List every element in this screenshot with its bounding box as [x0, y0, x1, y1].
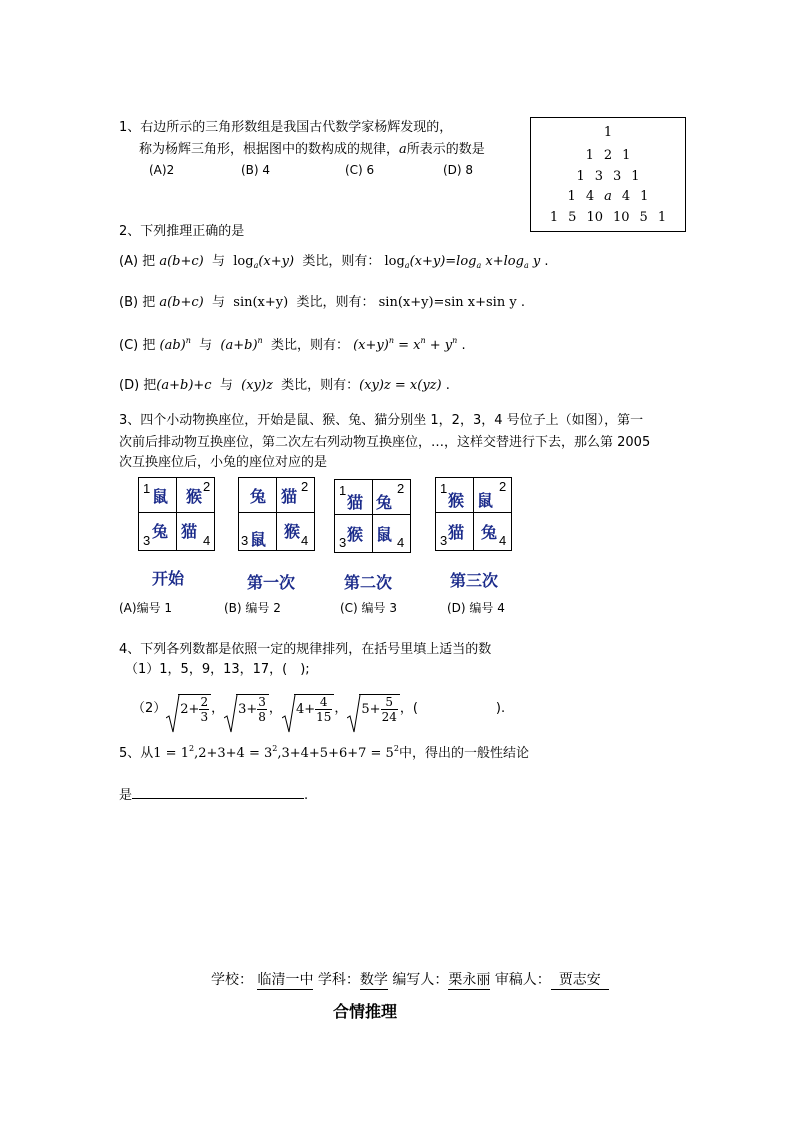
seat-number: 2	[301, 479, 309, 494]
connector: 与	[211, 254, 225, 269]
option-label: (B) 把	[119, 295, 156, 310]
denominator: 8	[258, 710, 266, 724]
triangle-number: 1	[622, 148, 631, 163]
triangle-number: 5	[639, 210, 648, 225]
equation-part: ,3+4+5+6+7 = 5	[277, 746, 394, 761]
answer-blank: ，( ).	[399, 701, 506, 716]
q2-title: 2、下列推理正确的是	[119, 224, 245, 239]
result: sin(x+y)=sin x+sin y	[378, 295, 517, 310]
tail: 类比，则有：	[270, 338, 349, 353]
expr-part: (x+y)	[258, 254, 295, 269]
animal-label: 猴	[347, 525, 364, 544]
grid-divider	[176, 478, 177, 550]
triangle-number: 5	[568, 210, 577, 225]
seat-number: 4	[203, 533, 211, 548]
numerator: 4	[315, 695, 332, 710]
answer-blank-line	[132, 784, 304, 799]
animal-label: 猫	[181, 522, 198, 541]
grid-divider	[436, 512, 511, 513]
expr	[220, 338, 262, 353]
expr-sub: a	[404, 261, 410, 270]
grid-caption: 第一次	[247, 573, 296, 592]
grid-divider	[139, 512, 214, 513]
grid-divider	[372, 480, 373, 552]
q5-line1	[119, 744, 529, 764]
tail: 类比，则有：	[281, 378, 360, 393]
q1-line2-text: 称为杨辉三角形，根据图中的数构成的规律，	[139, 142, 400, 157]
connector: 与	[219, 378, 233, 393]
fraction	[381, 695, 398, 724]
expr	[160, 338, 191, 353]
equation-sup: 2	[188, 744, 195, 753]
expr-sub: a	[523, 261, 529, 270]
expr-part: + y	[425, 338, 453, 353]
grid-divider	[335, 514, 410, 515]
triangle-number: 1	[603, 125, 613, 140]
separator: ，	[268, 701, 282, 716]
school-label: 学校：	[211, 972, 253, 988]
triangle-number: 1	[640, 189, 649, 204]
equation-part: ,2+3+4 = 3	[194, 746, 273, 761]
q1-line2	[139, 140, 485, 160]
numerator: 3	[258, 695, 266, 709]
period: .	[304, 788, 309, 803]
q3-option-b: (B) 编号 2	[224, 601, 281, 615]
period: .	[461, 338, 466, 353]
whole-part: 3+	[238, 702, 258, 717]
q3-line2: 次前后排动物互换座位，第二次左右列动物互换座位，…，这样交替进行下去，那么第 2005	[119, 435, 651, 450]
separator: ，	[334, 701, 348, 716]
result	[353, 338, 457, 353]
yanghui-triangle	[530, 117, 686, 232]
triangle-number: 1	[567, 189, 576, 204]
option-label: (D) 把	[119, 378, 157, 393]
radicand	[178, 694, 211, 724]
connector: 与	[199, 338, 213, 353]
q4-title: 4、下列各列数都是依照一定的规律排列，在括号里填上适当的数	[119, 642, 492, 657]
q2-option-d	[119, 376, 450, 396]
radicand	[294, 694, 334, 724]
triangle-number: 3	[594, 169, 603, 184]
seat-grid-third	[435, 477, 512, 551]
q3-option-d: (D) 编号 4	[447, 601, 505, 615]
seat-number: 2	[203, 479, 211, 494]
expr-part: (x+y)	[353, 338, 389, 353]
q5-line2-text: 是	[119, 788, 133, 803]
expr-sup: n	[452, 336, 458, 345]
tail: 类比，则有：	[302, 254, 381, 269]
seat-number: 2	[499, 479, 507, 494]
expr-part: (x+y)=log	[409, 254, 477, 269]
grid-caption: 第三次	[450, 571, 499, 590]
q5-suffix: 中，得出的一般性结论	[398, 746, 529, 761]
triangle-row	[531, 148, 685, 163]
triangle-unknown: a	[604, 189, 612, 204]
whole-part: 5+	[361, 702, 381, 717]
sub-label: （2）	[132, 701, 167, 716]
expr-sub: a	[476, 261, 482, 270]
option-label: (A) 把	[119, 254, 156, 269]
seat-grid-first	[238, 477, 315, 551]
animal-label: 兔	[481, 523, 498, 542]
fraction	[315, 695, 332, 724]
triangle-number: 2	[603, 148, 613, 163]
q5-equations	[153, 746, 399, 761]
expr-part: log	[384, 254, 405, 269]
seat-number: 2	[397, 481, 405, 496]
fraction	[257, 695, 267, 724]
grid-divider	[276, 478, 277, 550]
option-label: (C) 把	[119, 338, 156, 353]
q2-option-c	[119, 336, 466, 356]
animal-label: 猴	[284, 522, 301, 541]
animal-label: 猫	[281, 487, 298, 506]
triangle-number: 1	[576, 169, 585, 184]
q3-option-a: (A)编号 1	[119, 601, 173, 615]
radical-sign	[166, 694, 180, 734]
radical	[166, 694, 211, 724]
grid-caption: 第二次	[344, 573, 393, 592]
q1-option-d: (D) 8	[443, 163, 474, 177]
expr-sup: n	[257, 336, 263, 345]
reviewer-label: 审稿人：	[494, 972, 551, 988]
result	[384, 254, 540, 269]
equation-sup: 2	[272, 744, 278, 753]
expr-sup: n	[420, 336, 426, 345]
numerator: 5	[381, 695, 398, 710]
seat-number: 1	[143, 481, 151, 496]
expr-sup: n	[388, 336, 394, 345]
animal-label: 兔	[152, 522, 169, 541]
q5-prefix: 5、从	[119, 746, 154, 761]
triangle-row	[531, 169, 685, 184]
triangle-number: 4	[585, 189, 595, 204]
seat-number: 3	[440, 533, 448, 548]
animal-label: 猴	[448, 491, 465, 510]
radical-sign	[224, 694, 238, 734]
expr-part: (ab)	[159, 338, 186, 353]
animal-label: 鼠	[376, 525, 393, 544]
animal-label: 猫	[347, 493, 364, 512]
expr	[233, 254, 294, 269]
q1-option-b: (B) 4	[241, 163, 271, 177]
numerator: 2	[200, 695, 209, 709]
denominator: 15	[316, 710, 332, 724]
q2-option-b	[119, 293, 525, 313]
author-value: 栗永丽	[448, 969, 490, 990]
triangle-number: 3	[613, 169, 622, 184]
q2-option-a	[119, 252, 549, 272]
q1-line1: 1、右边所示的三角形数组是我国古代数学家杨辉发现的，	[119, 120, 453, 135]
seat-number: 4	[499, 533, 507, 548]
seat-grid-start	[138, 477, 215, 551]
animal-label: 猫	[448, 523, 465, 542]
expr: a(b+c)	[159, 295, 204, 310]
document-title: 合情推理	[333, 1002, 398, 1021]
school-value: 临清一中	[257, 969, 313, 990]
expr-sub: a	[253, 261, 259, 270]
triangle-number: 1	[549, 210, 559, 225]
triangle-row	[531, 210, 685, 225]
footer-info	[211, 969, 609, 990]
denominator: 3	[200, 710, 209, 724]
seat-number: 1	[339, 483, 347, 498]
subject-value: 数学	[360, 969, 388, 990]
expr-part: log	[233, 254, 254, 269]
seat-grid-second	[334, 479, 411, 553]
q4-sub1: （1）1，5，9，13，17，( );	[125, 662, 310, 677]
radicand	[236, 694, 269, 724]
period: .	[445, 378, 450, 393]
expr-part: x+log	[481, 254, 524, 269]
q3-option-c: (C) 编号 3	[340, 601, 398, 615]
expr-part: (a+b)	[220, 338, 258, 353]
period: .	[544, 254, 549, 269]
grid-divider	[239, 512, 314, 513]
animal-label: 兔	[376, 493, 393, 512]
radicand	[359, 694, 399, 724]
seat-number: 4	[301, 533, 309, 548]
q1-option-a: (A)2	[149, 163, 175, 177]
equation-sup: 2	[393, 744, 399, 753]
seat-number: 1	[440, 481, 448, 496]
q1-option-c: (C) 6	[345, 163, 375, 177]
seat-number: 3	[143, 533, 151, 548]
grid-caption: 开始	[152, 569, 185, 588]
expr: (xy)z	[241, 378, 273, 393]
whole-part: 2+	[180, 702, 200, 717]
triangle-number: 4	[621, 189, 631, 204]
expr: (a+b)+c	[156, 378, 212, 393]
reviewer-value: 贾志安	[551, 969, 609, 990]
animal-label: 鼠	[152, 487, 169, 506]
separator: ，	[211, 701, 225, 716]
triangle-number: 10	[586, 210, 603, 225]
q1-variable: a	[399, 142, 407, 157]
animal-label: 鼠	[477, 491, 494, 510]
whole-part: 4+	[295, 702, 316, 717]
grid-divider	[473, 478, 474, 550]
radical-sign	[347, 694, 361, 734]
animal-label: 猴	[186, 487, 203, 506]
triangle-number: 1	[631, 169, 640, 184]
radical-sign	[282, 694, 296, 734]
q5-line2	[119, 784, 308, 806]
q3-line1: 3、四个小动物换座位，开始是鼠、猴、兔、猫分别坐 1，2，3，4 号位子上（如图），第一	[119, 413, 644, 428]
triangle-row	[531, 189, 685, 204]
q1-line2-tail: 所表示的数是	[406, 142, 485, 157]
expr-part: = x	[393, 338, 421, 353]
animal-label: 兔	[250, 487, 267, 506]
q3-line3: 次互换座位后，小兔的座位对应的是	[119, 455, 328, 470]
animal-label: 鼠	[250, 530, 267, 549]
denominator: 24	[381, 710, 397, 724]
seat-number: 3	[339, 535, 347, 550]
triangle-row	[531, 125, 685, 140]
triangle-number: 1	[585, 148, 594, 163]
fraction	[199, 695, 209, 724]
q4-sub2	[132, 689, 505, 729]
expr-sup: n	[185, 336, 191, 345]
tail: 类比，则有：	[296, 295, 375, 310]
expr: a(b+c)	[159, 254, 204, 269]
expr-part: y	[528, 254, 541, 269]
result: (xy)z = x(yz)	[359, 378, 442, 393]
period: .	[520, 295, 525, 310]
radical	[224, 694, 269, 724]
seat-number: 4	[397, 535, 405, 550]
equation-part: 1 = 1	[153, 746, 189, 761]
radical	[347, 694, 399, 724]
connector: 与	[212, 295, 226, 310]
triangle-number: 1	[657, 210, 667, 225]
triangle-number: 10	[613, 210, 630, 225]
subject-label: 学科：	[317, 972, 360, 988]
seat-number: 3	[241, 533, 249, 548]
expr: sin(x+y)	[233, 295, 289, 310]
radical	[282, 694, 334, 724]
author-label: 编写人：	[392, 972, 449, 988]
